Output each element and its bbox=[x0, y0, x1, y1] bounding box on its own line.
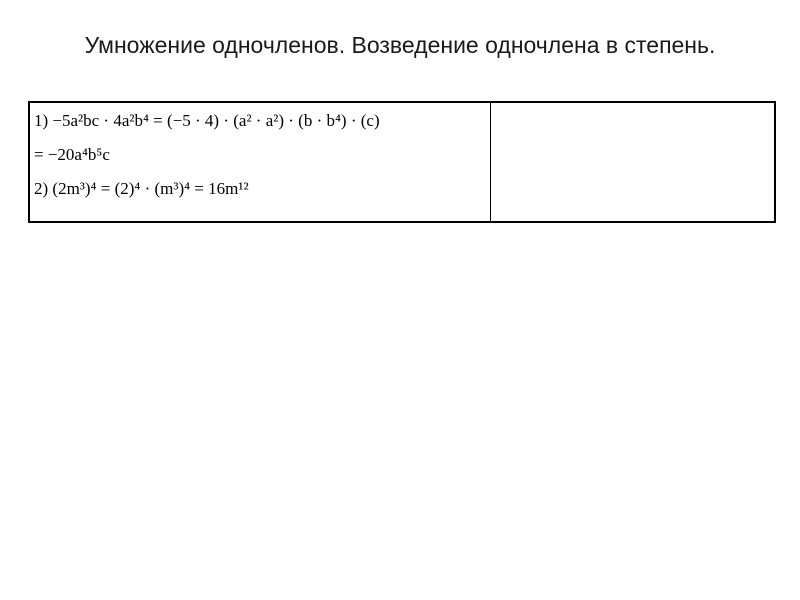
formula-line-1: 1) −5a²bc · 4a²b⁴ = (−5 · 4) · (a² · a²) · (b · b⁴) · (c) bbox=[34, 111, 380, 130]
table-row bbox=[29, 102, 775, 222]
slide-title: Умножение одночленов. Возведение одночлена в степень. bbox=[84, 32, 716, 58]
empty-cell bbox=[491, 102, 776, 222]
formula-table bbox=[28, 101, 776, 223]
formula-cell bbox=[29, 102, 491, 222]
formula-line-3: 2) (2m³)⁴ = (2)⁴ · (m³)⁴ = 16m¹² bbox=[34, 179, 249, 198]
formula-line-2: = −20a⁴b⁵c bbox=[34, 145, 110, 164]
formula-block bbox=[30, 103, 490, 213]
